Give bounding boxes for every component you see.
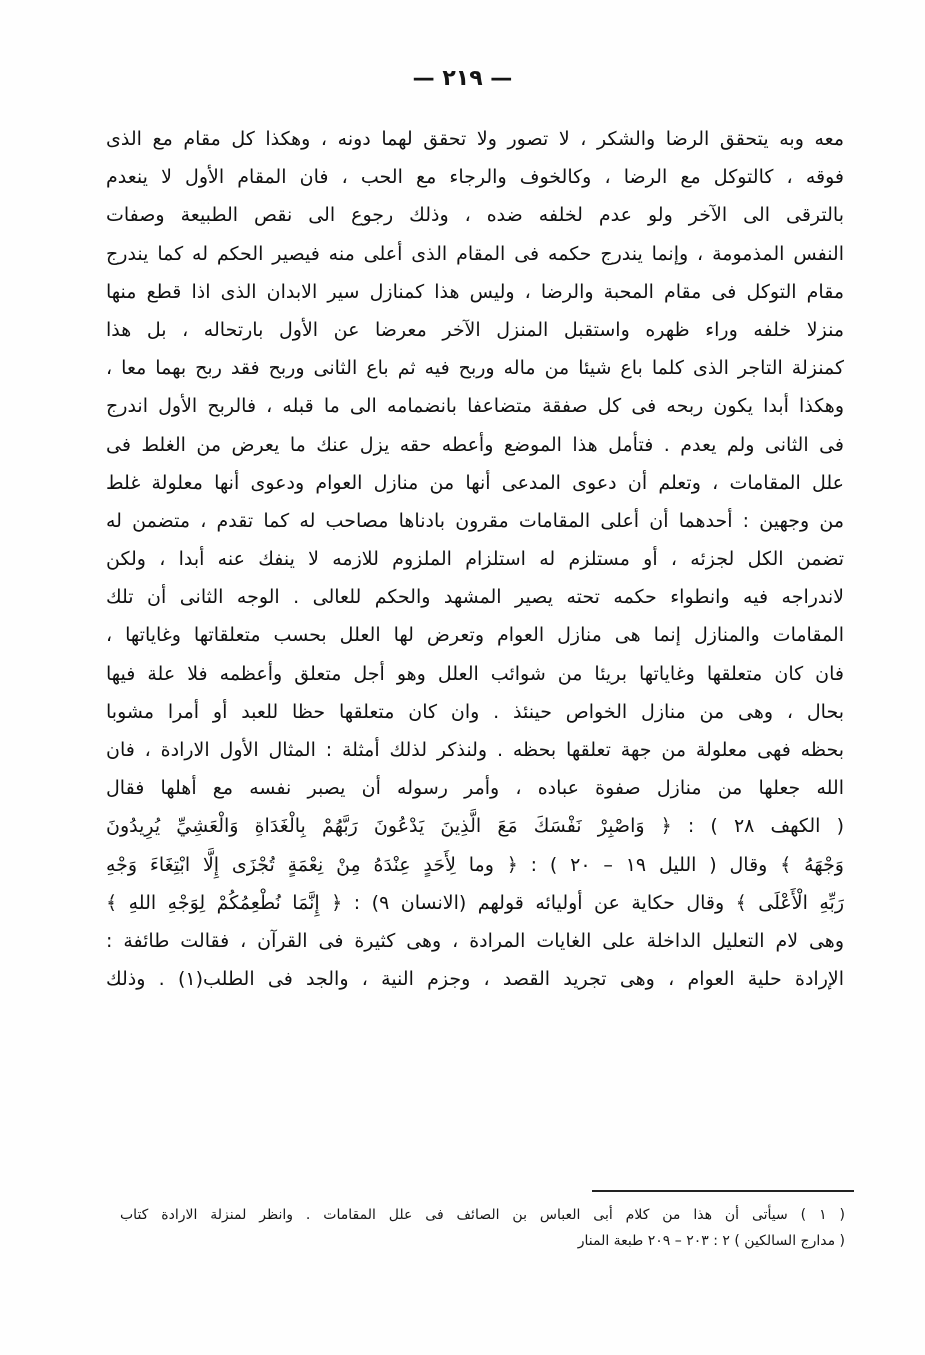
text-line: فى الثانى ولم يعدم . فتأمل هذا الموضع وأعطه حقه يزل عنك ما يعرض من الغلط فى	[106, 433, 844, 456]
text-line: منزلا خلفه وراء ظهره واستقبل المنزل الآخر معرضا عن الأول بارتحاله ، بل هذا	[106, 318, 844, 341]
text-line: النفس المذمومة ، وإنما يندرج حكمه فى المقام الذى أعلى منه فيصير الحكم له كما يندرج	[106, 242, 844, 265]
page-number: — ٢١٩ —	[412, 66, 513, 91]
text-line: تضمن الكل لجزئه ، أو مستلزم له استلزام الملزوم للازمه لا ينفك عنه أبدا ، ولكن	[106, 548, 844, 571]
footnote-line: ( ١ ) سيأتى أن هذا من كلام أبى العباس بن الصائف فى علل المقامات . وانظر لمنزلة الارادة كتاب	[120, 1207, 845, 1223]
text-line: بالترقى الى الآخر ولو عدم لخلفه ضده ، وذلك رجوع الى نقص الطبيعة وصفات	[106, 204, 844, 227]
quran-verse-line: ( الكهف ٢٨ ) : ﴿ وَاصْبِرْ نَفْسَكَ مَعَ الَّذِينَ يَدْعُونَ رَبَّهُمْ بِالْغَدَاةِ وَالْعَشِيِّ يُرِيدُونَ	[106, 815, 844, 838]
text-line: مقام التوكل فى مقام المحبة والرضا ، وليس هذا كمنازل سير الابدان الذى اذا قطع منها	[106, 280, 844, 303]
main-text-block	[106, 120, 844, 998]
text-line: وهكذا أبدا يكون ربحه فى كل صفقة متضاعفا بانضمامه الى ما قبله ، فالربح الأول اندرج	[106, 395, 844, 418]
footnote-divider	[592, 1190, 854, 1192]
text-line: كمنزلة التاجر الذى كلما باع شيئا من ماله وربح فيه ثم باع الثانى وربح فقد ربح بهما معا ،	[106, 357, 844, 380]
text-line: الله جعلها من منازل صفوة عباده ، وأمر رسوله أن يصبر نفسه مع أهلها فقال	[106, 777, 844, 800]
text-line: فان كان متعلقها وغاياتها بريئا من شوائب العلل وهو أجل متعلق وأعظمه فلا علة فيها	[106, 662, 844, 685]
text-line: لاندراجه فيه وانطواء حكمه تحته يصير المشهد والحكم للعالى . الوجه الثانى أن تلك	[106, 586, 844, 609]
quran-verse-line: رَبِّهِ الْأَعْلَى ﴾ وقال حكاية عن أوليائه قولهم (الانسان ٩) : ﴿ إِنَّمَا نُطْعِمُكُمْ لِوَجْهِ اللهِ ﴾	[106, 891, 844, 914]
text-line: وهى لام التعليل الداخلة على الغايات المرادة ، وهى كثيرة فى القرآن ، فقالت طائفة :	[106, 929, 844, 952]
text-line: علل المقامات ، وتعلم أن دعوى المدعى أنها من منازل العوام ودعوى أنها معلولة غلط	[106, 471, 844, 494]
text-line: المقامات والمنازل إنما هى منازل العوام وتعرض لها العلل بحسب متعلقاتها وغاياتها ،	[106, 624, 844, 647]
text-line: معه وبه يتحقق الرضا والشكر ، لا تصور ولا تحقق لهما دونه ، وهكذا كل مقام مع الذى	[106, 128, 844, 150]
text-line: فوقه ، كالتوكل مع الرضا ، وكالخوف والرجاء مع الحب ، فان المقام الأول لا ينعدم	[106, 166, 844, 189]
quran-verse-line: وَجْهَهُ ﴾ وقال ( الليل ١٩ – ٢٠ ) : ﴿ وما لِأَحَدٍ عِنْدَهُ مِنْ نِعْمَةٍ تُجْزَى إِلَّا ابْتِغَاءَ وَجْهِ	[106, 853, 844, 876]
text-line: بحال ، وهى من منازل الخواص حينئذ . وان كان متعلقها حظا للعبد أو أمرا مشوبا	[106, 700, 844, 723]
text-line: من وجهين : أحدهما أن أعلى المقامات مقرون بادناها مصاحب له كما تقدم ، متضمن له	[106, 509, 844, 532]
footnote-line: ( مدارج السالكين ) ٢ : ٢٠٣ – ٢٠٩ طبعة المنار	[577, 1233, 845, 1249]
text-line: بحظه فهى معلولة من جهة تعلقها بحظه . ولنذكر لذلك أمثلة : المثال الأول الارادة ، فان	[106, 739, 844, 761]
footnotes-block	[120, 1202, 845, 1254]
text-line: الإرادة حلية العوام ، وهى تجريد القصد ، وجزم النية ، والجد فى الطلب(١) . وذلك	[106, 968, 844, 991]
